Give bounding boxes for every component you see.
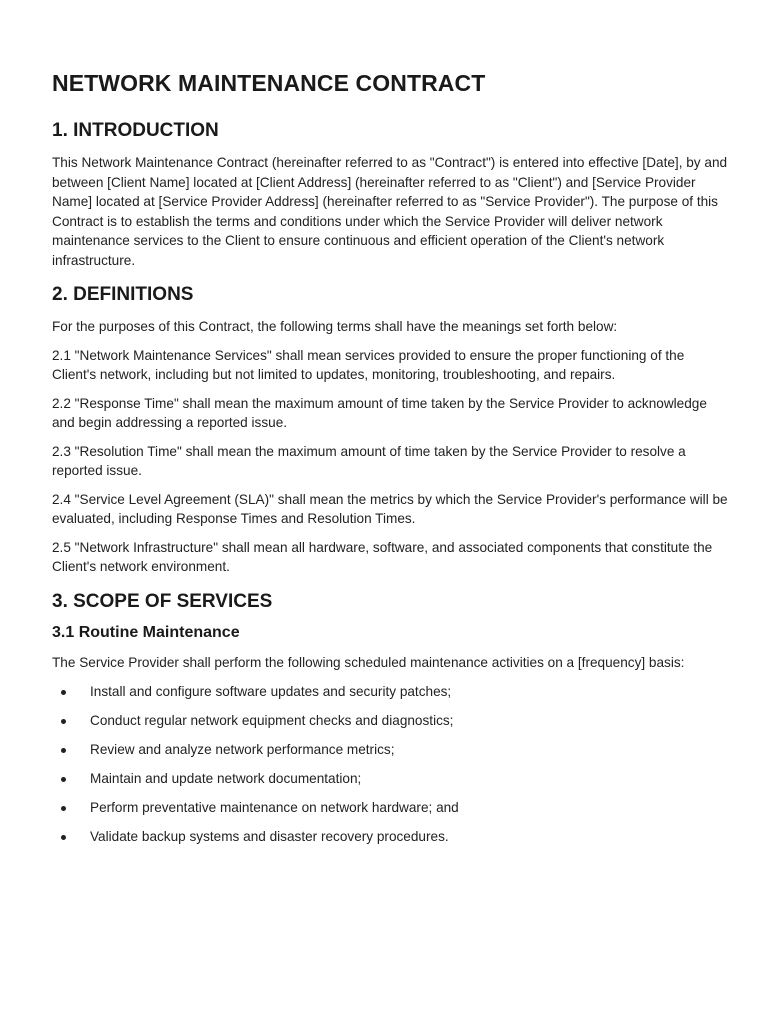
bullet-icon (61, 835, 66, 840)
list-item-text: Validate backup systems and disaster recovery procedures. (90, 829, 449, 845)
section-paragraph: For the purposes of this Contract, the following terms shall have the meanings set forth below: (52, 319, 618, 334)
list-item (52, 827, 730, 847)
bullet-icon (61, 777, 66, 782)
section-introduction (52, 120, 730, 270)
bullet-icon (61, 690, 66, 695)
list-item (52, 711, 730, 731)
bullet-list (52, 682, 730, 847)
list-item (52, 740, 730, 760)
section-paragraph: This Network Maintenance Contract (hereinafter referred to as "Contract") is entered into effective [Date], by and between [Client Name] located at [Client Address] (hereinafter referred to as "Client") and [Service Provider Name] located at [Service Provider Address] (hereinafter referred to as "Service Provider"). The purpose of this Contract is to establish the terms and conditions under which the Service Provider will deliver network maintenance services to the Client to ensure continuous and efficient operation of the Client's network infrastructure. (52, 155, 728, 268)
list-item-text: Review and analyze network performance metrics; (90, 742, 395, 758)
bullet-icon (61, 806, 66, 811)
document-title: NETWORK MAINTENANCE CONTRACT (52, 70, 486, 96)
section-heading: 1. INTRODUCTION (52, 120, 219, 141)
list-item (52, 798, 730, 818)
section-heading: 3. SCOPE OF SERVICES (52, 590, 273, 612)
list-item-text: Install and configure software updates and security patches; (90, 684, 452, 699)
section-definitions (52, 284, 730, 577)
subsection-heading: 3.1 Routine Maintenance (52, 623, 240, 641)
section-heading: 2. DEFINITIONS (52, 284, 194, 305)
list-item-text: Conduct regular network equipment checks and diagnostics; (90, 713, 454, 729)
definition-item: 2.4 "Service Level Agreement (SLA)" shall mean the metrics by which the Service Provider's performance will be evaluated, including Response Times and Resolution Times. (52, 491, 728, 526)
section-paragraph: The Service Provider shall perform the following scheduled maintenance activities on a [frequency] basis: (52, 654, 685, 670)
list-item (52, 682, 730, 702)
bullet-icon (61, 748, 66, 753)
bullet-icon (61, 719, 66, 724)
list-item-text: Perform preventative maintenance on network hardware; and (90, 800, 459, 816)
definition-item: 2.2 "Response Time" shall mean the maximum amount of time taken by the Service Provider to acknowledge and begin addressing a reported issue. (52, 395, 707, 430)
definition-item: 2.1 "Network Maintenance Services" shall mean services provided to ensure the proper functioning of the Client's network, including but not limited to updates, monitoring, troubleshooting, and repairs. (52, 347, 685, 382)
list-item-text: Maintain and update network documentation; (90, 771, 362, 787)
section-scope (52, 591, 730, 847)
definition-item: 2.3 "Resolution Time" shall mean the maximum amount of time taken by the Service Provider to resolve a reported issue. (52, 443, 686, 478)
list-item (52, 769, 730, 789)
definition-item: 2.5 "Network Infrastructure" shall mean all hardware, software, and associated components that constitute the Client's network environment. (52, 539, 713, 574)
